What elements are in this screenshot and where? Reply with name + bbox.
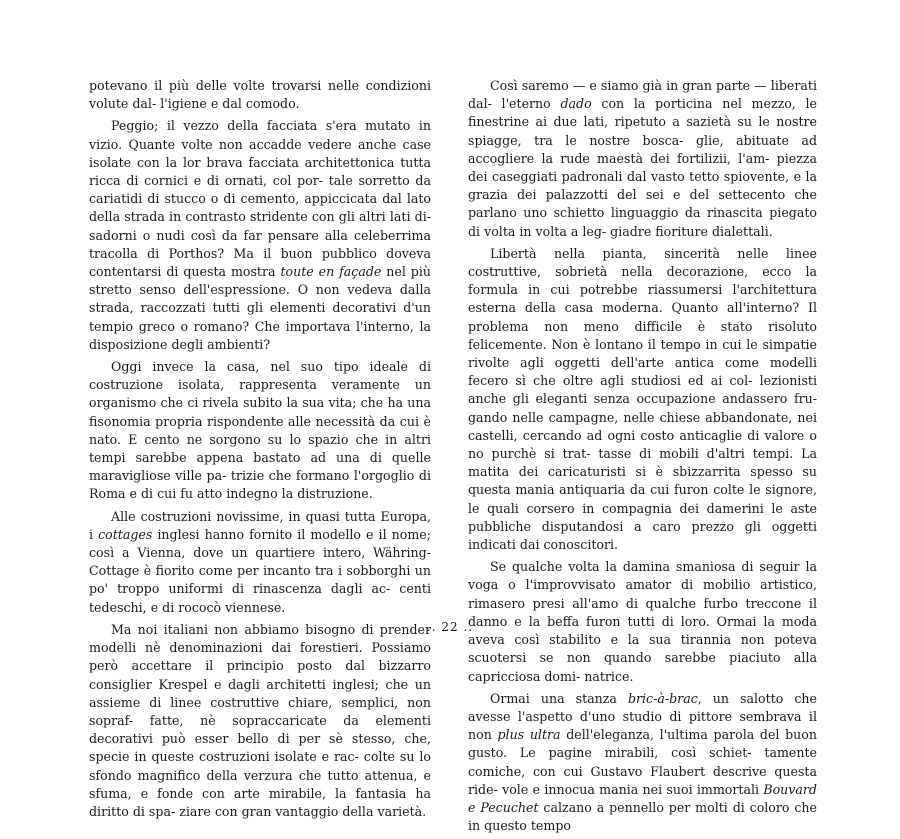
paragraph-text: , un salotto che avesse l'aspetto d'uno studio di pittore sembrava il non (468, 690, 817, 743)
right-text-column (468, 77, 817, 839)
paragraph (468, 245, 817, 554)
paragraph-text: Alle costruzioni novissime, in quasi tutta Europa, i (89, 508, 431, 542)
paragraph-text: calzano a pennello per molti di coloro che in questo tempo (468, 799, 817, 834)
paragraph-text: Ma noi italiani non abbiamo bisogno di prender modelli nè denominazioni dai forestieri. Possiamo però accettare il principio posto dal bizzarro consiglier Krespel e dagli architetti inglesi; che un assieme di linee costruttive chiare, semplici, non sopraf- fatte, nè sopraccaricate da elementi decorativi può esser bello di per sè stesso, che, specie in queste costruzioni isolate e rac- colte su lo sfondo magnifico della verzura che tutto attenua, e sfuma, e fonde con arte mirabile, la fantasia ha diritto di spa- ziare con gran vantaggio della varietà. (89, 621, 431, 819)
paragraph-text: dell'eleganza, l'ultima parola del buon gusto. Le pagine mirabili, così schiet- tamente comiche, con cui Gustavo Flaubert descrive questa ride- vole e innocua mania nei suoi immortali (468, 727, 817, 797)
paragraph-text: nel più stretto senso dell'espressione. O non vedeva dalla strada, raccozzati tutti gli elementi decorativi d'un tempio greco o romano? Che importava l'interno, la disposizione degli ambienti? (89, 264, 431, 352)
paragraph-text: Peggio; il vezzo della facciata s'era mutato in vizio. Quante volte non accadde vedere anche case isolate con la lor brava facciata architettonica tutta ricca di cornici e di ornati, col por- tale sorretto da cariatidi di stucco o di cemento, appiccicata dal lato della strada in contrasto stridente con gli altri lati di- sadorni o nudi così da far pensare alla celeberrima tracolla di Porthos? Ma il buon pubblico doveva contentarsi di questa mostra (89, 118, 431, 280)
paragraph-text: Ormai una stanza (490, 690, 617, 706)
italic-phrase: bric-à-brac (627, 690, 698, 706)
paragraph-text: potevano il più delle volte trovarsi nelle condizioni volute dal- l'igiene e dal comodo. (89, 78, 431, 112)
paragraph (89, 358, 431, 504)
paragraph (468, 690, 817, 836)
italic-phrase: Bouvard e Pecuchet (468, 781, 817, 815)
paragraph-text: Libertà nella pianta, sincerità nelle linee costruttive, sobrietà nella decorazione, ecco la formula in cui potrebbe riassumersi l'architettura esterna della casa moderna. Quanto all'interno? Il problema non meno difficile è stato risoluto felicemente. Non è lontano il tempo in cui le simpatie rivolte agli oggetti dell'arte antica come modelli fecero sì che oltre agli studiosi ed ai col- lezionisti anche gli eleganti senza occupazione andassero fru- gando nelle campagne, nelle chiese abbandonate, nei castelli, cercando ad ogni costo anticaglie di valore o no purchè si trat- tasse di mobili d'altri tempi. La matita dei caricaturisti si è sbizzarrita spesso su questa mania antiquaria da cui furon colte le signore, le quali corsero in compagnia dei damerini le aste pubbliche disputandosi a caro prezzo gli oggetti indicati dai conoscitori. (468, 245, 817, 553)
italic-phrase: toute en façade (280, 264, 382, 280)
left-text-column (89, 77, 431, 825)
italic-phrase: cottages (98, 526, 153, 542)
paragraph (468, 77, 817, 241)
page-number: .. 22 .. (426, 620, 474, 634)
paragraph-text: con la porticina nel mezzo, le finestrine ai due lati, ripetuto a sazietà su le nostre spiagge, tra le nostre bosca- glie, abituate ad accogliere la rude maestà dei fortilizii, l'am- piezza dei caseggiati padronali dal vasto tetto spiovente, e la grazia dei palazzotti del sei e del settecento che parlano uno schietto linguaggio da rinascita piegato di volta in volta a leg- giadre fioriture dialettali. (468, 96, 817, 239)
paragraph-text: Se qualche volta la damina smaniosa di seguir la voga o l'improvvisato amator di mobilio artistico, rimasero presi all'amo di qualche furbo treccone il danno e la beffa furon tutti di loro. Ormai la moda aveva così stabilito e la sua tirannia non poteva scuotersi se non quando sarebbe piaciuto alla capricciosa domi- natrice. (468, 559, 817, 684)
italic-phrase: plus ultra (497, 727, 561, 743)
paragraph (89, 77, 431, 113)
paragraph (89, 508, 431, 617)
paragraph-text: Così saremo — e siamo già in gran parte — liberati dal- l'eterno (468, 78, 817, 112)
italic-phrase: dado (560, 96, 592, 112)
paragraph-text: inglesi hanno fornito il modello e il nome; così a Vienna, dove un quartiere intero, Währing-Cottage è fiorito come per incanto tra i sobborghi un po' troppo uniformi di rinascenza dagli ac- centi tedeschi, e di rococò viennese. (89, 526, 431, 615)
paragraph-text: Oggi invece la casa, nel suo tipo ideale di costruzione isolata, rappresenta veramente un organismo che ci rivela subito la sua vita; che ha una fisonomia propria rispondente alle necessità da cui è nato. E cento ne sorgono su lo spazio che in altri tempi sarebbe appena bastato ad una di quelle maravigliose ville pa- trizie che formano l'orgoglio di Roma e di cui fu atto indegno la distruzione. (89, 359, 431, 502)
paragraph (89, 117, 431, 354)
paragraph (89, 621, 431, 821)
